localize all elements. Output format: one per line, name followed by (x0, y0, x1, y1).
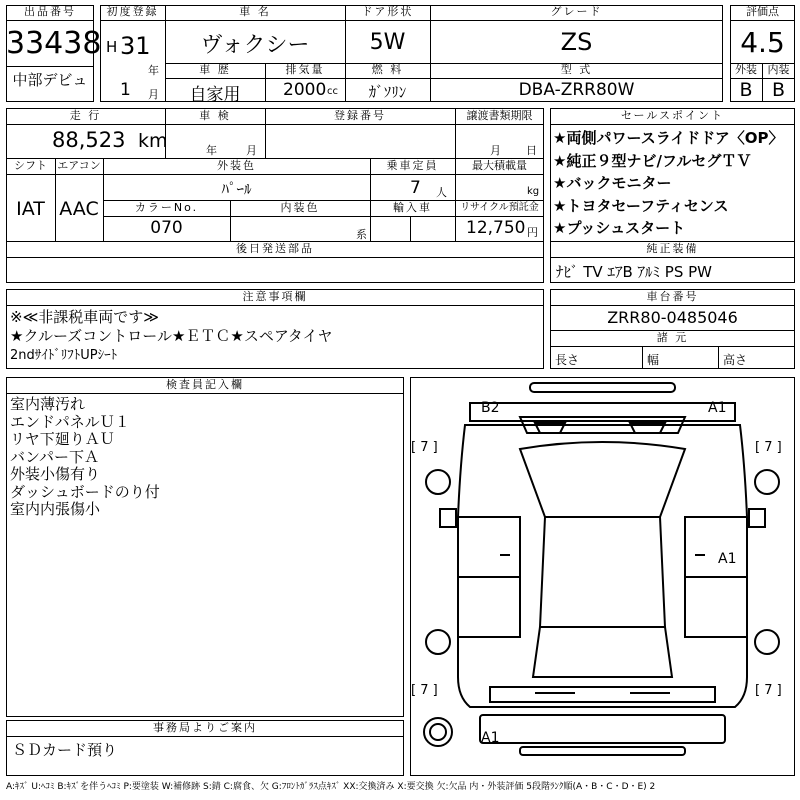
reg-month-unit: 月 (148, 88, 159, 101)
import-label: 輸入車 (393, 201, 432, 214)
reg-year: 31 (120, 32, 151, 60)
width-label: 幅 (647, 353, 660, 367)
shift: IAT (16, 198, 45, 220)
inspection-label: 車 検 (199, 109, 231, 122)
max-load-label: 最大積載量 (472, 159, 527, 172)
recycle-fee-unit: 円 (527, 226, 538, 239)
equipment-label: 純正装備 (646, 242, 699, 255)
aircon-label: エアコン (57, 159, 101, 172)
recycle-fee: 12,750 (466, 218, 526, 238)
notes-label: 注意事項欄 (242, 290, 308, 303)
inspection-month-unit: 月 (246, 144, 257, 157)
fuel: ｶﾞｿﾘﾝ (368, 83, 407, 101)
sales-point: ★トヨタセーフティセンス (553, 196, 729, 215)
inspector-line: 室内内張傷小 (10, 500, 101, 518)
inspector-label: 検査員記入欄 (166, 378, 244, 391)
lot-number: 33438 (6, 26, 102, 61)
inspector-line: エンドパネルＵ１ (10, 412, 130, 431)
capacity: 7 (410, 178, 421, 198)
doors-label: ドア形状 (361, 5, 414, 18)
tire-tread-front-right: [ 7 ] (755, 440, 782, 455)
score-label: 評価点 (746, 5, 779, 18)
mileage-label: 走 行 (69, 109, 102, 122)
reg-month: 1 (120, 80, 131, 100)
note-line: ★クルーズコントロール★ＥＴＣ★スペアタイヤ (10, 327, 333, 345)
inspector-line: バンパー下Ａ (10, 447, 99, 466)
debut-label: 中部デビュ (12, 71, 88, 89)
capacity-label: 乗車定員 (386, 159, 439, 172)
reg-label: 初度登録 (106, 5, 159, 18)
equipment: ﾅﾋﾞ TV ｴｱB ｱﾙﾐ PS PW (556, 263, 712, 281)
ext-score: B (739, 79, 753, 101)
color-number: 070 (150, 218, 183, 238)
mileage-unit: km (138, 130, 168, 152)
fuel-label: 燃 料 (371, 63, 404, 76)
mileage: 88,523 (52, 128, 126, 152)
history-label: 車 歴 (199, 63, 231, 76)
legend: A:ｷｽﾞ U:ﾍｺﾐ B:ｷｽﾞを伴うﾍｺﾐ P:要塗装 W:補修跡 S:錆 C:腐食、欠 G:ﾌﾛﾝﾄｶﾞﾗｽ点ｷｽﾞ XX:交換済み X:要交換 欠:欠品 内・外装評価 5段階ﾗﾝｸ順(A・B・C・D・E) 2 (6, 782, 656, 792)
damage-mark-a1-rear: A1 (481, 730, 500, 746)
grade-label: グレード (550, 5, 603, 18)
history: 自家用 (189, 85, 241, 105)
color-number-label: カラーNo. (134, 201, 199, 214)
later-parts-label: 後日発送部品 (236, 242, 314, 255)
lot-number-label: 出品番号 (24, 5, 76, 18)
height-label: 高さ (723, 353, 748, 367)
inspector-line: リヤ下廻りＡＵ (10, 430, 115, 448)
displacement-label: 排気量 (285, 63, 325, 76)
office-text: ＳＤカード預り (12, 741, 118, 759)
exterior-color: ﾊﾟｰﾙ (221, 180, 252, 198)
transfer-deadline-label: 譲渡書類期限 (466, 109, 533, 122)
interior-color-label: 内装色 (280, 201, 320, 214)
damage-mark-a1-side: A1 (718, 551, 737, 567)
max-load-unit: kg (527, 186, 540, 197)
reg-era: H (106, 38, 118, 56)
length-label: 長さ (555, 353, 580, 367)
car-diagram (410, 377, 795, 776)
exterior-color-label: 外装色 (217, 159, 256, 172)
reg-year-unit: 年 (148, 64, 159, 77)
car-name: ヴォクシー (200, 33, 310, 58)
note-line: ※≪非課税車両です≫ (10, 308, 159, 326)
model: DBA-ZRR80W (518, 80, 635, 100)
recycle-label: リサイクル預託金 (460, 202, 539, 213)
aircon: AAC (59, 198, 99, 220)
sales-points-list (553, 127, 784, 240)
sales-point: ★プッシュスタート (553, 219, 686, 237)
doors: 5W (369, 30, 406, 55)
office-label: 事務局よりご案内 (153, 721, 257, 734)
transfer-day-unit: 日 (526, 144, 537, 157)
chassis-number: ZRR80-0485046 (607, 308, 738, 327)
grade: ZS (560, 28, 593, 56)
tire-tread-rear-left: [ 7 ] (411, 683, 438, 698)
tire-tread-front-left: [ 7 ] (411, 440, 438, 455)
dimensions-label: 諸 元 (656, 331, 689, 344)
sales-point: ★バックモニター (553, 174, 672, 192)
int-score: B (771, 79, 786, 101)
model-label: 型 式 (560, 63, 593, 76)
notes-list (10, 308, 333, 365)
inspector-line: ダッシュボードのり付 (10, 482, 160, 501)
inspector-line: 室内薄汚れ (10, 395, 86, 413)
interior-color-unit: 系 (356, 228, 367, 241)
car-name-label: 車 名 (239, 5, 271, 18)
displacement: 2000 (283, 80, 327, 100)
int-score-label: 内装 (767, 63, 790, 76)
note-line: 2ndｻｲﾄﾞﾘﾌﾄUPｼｰﾄ (10, 348, 118, 363)
ext-score-label: 外装 (735, 63, 757, 76)
damage-mark-a1-front: A1 (708, 400, 727, 416)
sales-points-label: セールスポイント (620, 109, 724, 122)
tire-tread-rear-right: [ 7 ] (755, 683, 782, 698)
inspector-line: 外装小傷有り (10, 465, 101, 483)
registration-number-label: 登録番号 (334, 109, 386, 122)
displacement-unit: cc (327, 86, 338, 97)
inspection-year-unit: 年 (206, 144, 217, 157)
damage-mark-b2: B2 (481, 400, 500, 416)
inspector-notes (10, 396, 160, 519)
sales-point: ★純正９型ナビ/フルセグＴＶ (553, 151, 752, 170)
sales-point: ★両側パワースライドドア〈OP〉 (553, 129, 784, 147)
capacity-unit: 人 (436, 186, 447, 199)
chassis-number-label: 車台番号 (646, 290, 699, 303)
score: 4.5 (740, 26, 785, 59)
shift-label: シフト (14, 159, 47, 172)
transfer-month-unit: 月 (490, 144, 501, 157)
